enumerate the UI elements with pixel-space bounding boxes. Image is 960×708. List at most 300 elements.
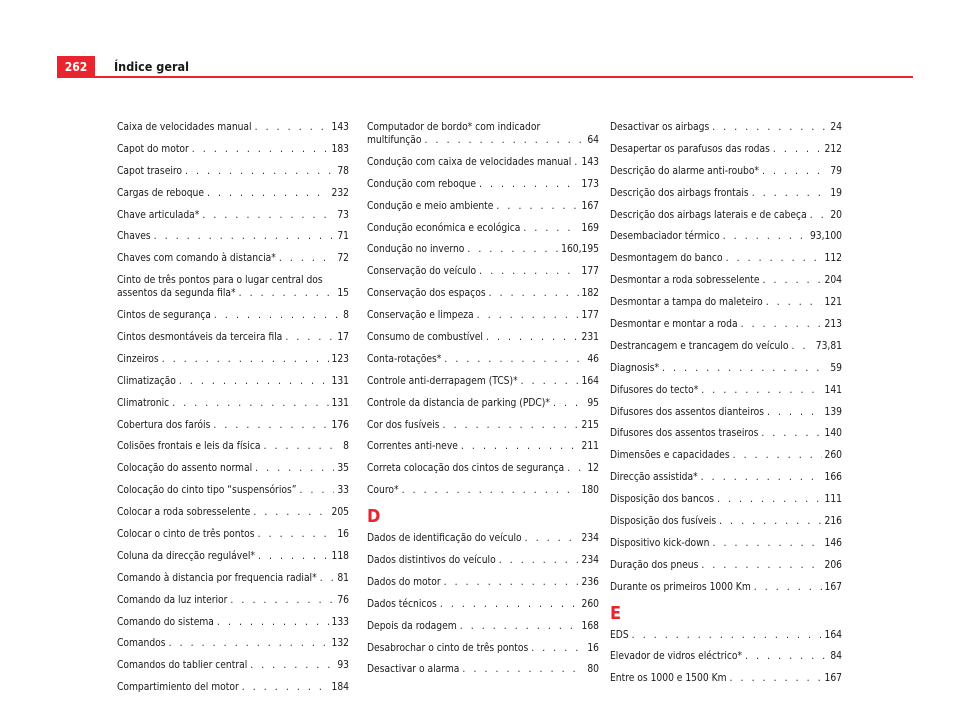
index-entry-page: 16 <box>337 529 349 541</box>
index-entry-text: Difusores dos assentos dianteiros <box>610 406 764 418</box>
index-entry-page: 8 <box>343 310 349 322</box>
leader-dots <box>701 471 822 484</box>
page-number: 262 <box>57 56 95 78</box>
leader-dots <box>531 642 584 655</box>
index-entry-page: 118 <box>331 550 349 562</box>
leader-dots <box>461 440 579 453</box>
index-entry-text: Condução com reboque <box>367 178 476 190</box>
section-letter-d: D <box>367 506 381 528</box>
index-entry <box>117 440 349 453</box>
index-entry-line2 <box>367 134 599 147</box>
index-entry-page: 121 <box>824 297 842 309</box>
index-entry-page: 93,100 <box>809 231 842 243</box>
index-entry-text: Colisões frontais e leis da física <box>117 441 261 453</box>
index-entry-text: Colocar o cinto de três pontos <box>117 529 255 541</box>
index-entry <box>117 659 349 672</box>
index-entry-text: Conservação dos espaços <box>367 288 486 300</box>
index-entry-text: Desmontar a roda sobresselente <box>610 275 760 287</box>
index-entry-text: Disposição dos fusíveis <box>610 516 717 528</box>
index-entry-text: Descrição dos airbags frontais <box>610 187 749 199</box>
leader-dots <box>169 637 329 650</box>
index-entry <box>610 672 842 685</box>
leader-dots <box>255 121 329 134</box>
index-entry <box>610 537 842 550</box>
leader-dots <box>496 200 578 213</box>
index-entry <box>367 200 599 213</box>
index-entry <box>367 598 599 611</box>
leader-dots <box>264 440 341 453</box>
index-entry-page: 182 <box>581 288 599 300</box>
index-entry-text: Correntes anti-neve <box>367 441 458 453</box>
leader-dots <box>745 650 827 663</box>
index-entry-page: 213 <box>824 319 842 331</box>
index-entry <box>367 576 599 589</box>
index-entry <box>117 230 349 243</box>
index-entry-text: assentos da segunda fila* <box>117 288 236 300</box>
index-entry <box>367 375 599 388</box>
leader-dots <box>443 419 579 432</box>
index-entry-text: Cintos de segurança <box>117 310 211 322</box>
index-entry-text: Caixa de velocidades manual <box>117 122 252 133</box>
leader-dots <box>444 576 579 589</box>
leader-dots <box>717 493 821 506</box>
index-entry-text: Disposição dos bancos <box>610 494 715 506</box>
index-entry-text: Consumo de combustível <box>367 332 483 344</box>
index-entry-text: Depois da rodagem <box>367 620 457 632</box>
leader-dots <box>733 449 822 462</box>
index-entry-text: Controle anti-derrapagem (TCS)* <box>367 375 518 387</box>
index-entry-text: Chave articulada* <box>117 209 200 221</box>
index-entry-text: Difusores dos assentos traseiros <box>610 428 759 440</box>
index-entry-page: 17 <box>337 332 349 344</box>
leader-dots <box>810 209 828 222</box>
index-entry-page: 111 <box>824 494 842 506</box>
index-entry <box>117 143 349 156</box>
index-entry <box>610 449 842 462</box>
index-entry-text: Descrição do alarme anti-roubo* <box>610 165 760 177</box>
index-entry <box>117 252 349 265</box>
index-entry-page: 234 <box>581 533 599 545</box>
index-entry-page: 139 <box>824 406 842 418</box>
index-entry <box>367 309 599 322</box>
index-entry <box>610 318 842 331</box>
index-entry <box>610 384 842 397</box>
index-entry-page: 143 <box>331 122 349 133</box>
leader-dots <box>773 143 822 156</box>
index-entry-text: Cintos desmontáveis da terceira fila <box>117 332 283 344</box>
index-entry-text: Colocação do cinto tipo “suspensórios” <box>117 485 297 497</box>
index-entry <box>367 265 599 278</box>
index-entry <box>117 616 349 629</box>
index-entry-page: 112 <box>824 253 842 265</box>
leader-dots <box>523 222 578 235</box>
leader-dots <box>239 287 335 300</box>
leader-dots <box>761 427 821 440</box>
index-entry-page: 133 <box>331 616 349 628</box>
leader-dots <box>462 663 584 676</box>
index-entry-page: 73,81 <box>815 340 842 352</box>
index-entry <box>117 309 349 322</box>
index-entry-page: 140 <box>824 428 842 440</box>
leader-dots <box>258 550 329 563</box>
index-entry <box>117 165 349 178</box>
leader-dots <box>179 375 329 388</box>
leader-dots <box>172 397 328 410</box>
index-entry-text: Compartimiento del motor <box>117 682 239 694</box>
index-entry-page: 80 <box>587 664 599 676</box>
index-entry <box>117 572 349 585</box>
index-entry-page: 216 <box>824 516 842 528</box>
index-entry <box>610 581 842 594</box>
leader-dots <box>444 353 584 366</box>
page-title: Índice geral <box>114 59 189 74</box>
leader-dots <box>440 598 579 611</box>
index-entry <box>117 331 349 344</box>
index-entry-text: Cobertura dos faróis <box>117 419 211 431</box>
index-entry-text: EDS <box>610 629 629 641</box>
index-entry-text: Elevador de vidros eléctrico* <box>610 651 743 663</box>
leader-dots <box>479 178 579 191</box>
leader-dots <box>202 209 334 222</box>
index-entry <box>117 528 349 541</box>
index-entry-page: 177 <box>581 310 599 322</box>
index-entry-text: Desactivar os airbags <box>610 122 710 133</box>
index-entry-text: Chaves com comando à distancia* <box>117 253 276 265</box>
index-entry <box>610 274 842 287</box>
index-entry <box>367 121 599 147</box>
index-entry-page: 19 <box>830 187 842 199</box>
index-entry <box>367 620 599 633</box>
index-entry <box>367 440 599 453</box>
index-entry <box>117 187 349 200</box>
index-entry-page: 206 <box>824 559 842 571</box>
index-entry-page: 64 <box>587 135 599 146</box>
index-entry-text: Conta-rotações* <box>367 353 442 365</box>
index-entry <box>610 209 842 222</box>
index-entry-page: 141 <box>824 384 842 396</box>
leader-dots <box>567 462 584 475</box>
index-entry-page: 234 <box>581 555 599 567</box>
index-entry-page: 95 <box>587 397 599 409</box>
index-entry-text: Comandos <box>117 638 166 650</box>
index-entry <box>117 484 349 497</box>
index-entry-text: Condução com caixa de velocidades manual <box>367 156 572 168</box>
leader-dots <box>719 515 821 528</box>
index-entry-page: 184 <box>331 682 349 694</box>
index-entry <box>610 296 842 309</box>
index-entry-text: Capot do motor <box>117 143 189 155</box>
index-entry-page: 24 <box>830 122 842 133</box>
index-entry-text: Desembaciador térmico <box>610 231 720 243</box>
index-entry <box>367 484 599 497</box>
index-entry-page: 59 <box>830 362 842 374</box>
leader-dots <box>553 397 584 410</box>
index-entry-text: Desapertar os parafusos das rodas <box>610 143 770 155</box>
leader-dots <box>489 287 579 300</box>
index-entry-page: 46 <box>587 353 599 365</box>
leader-dots <box>217 616 329 629</box>
index-entry <box>367 178 599 191</box>
index-entry-page: 167 <box>824 581 842 593</box>
index-entry-page: 236 <box>581 576 599 588</box>
leader-dots <box>255 462 334 475</box>
index-entry-page: 173 <box>581 178 599 190</box>
index-entry-text: Dados distintivos do veículo <box>367 555 496 567</box>
index-entry-page: 164 <box>824 629 842 641</box>
leader-dots <box>754 581 822 594</box>
leader-dots <box>632 629 822 642</box>
leader-dots <box>723 230 807 243</box>
leader-dots <box>767 406 822 419</box>
index-entry <box>610 121 842 134</box>
index-entry <box>117 419 349 432</box>
index-entry-text: Climatização <box>117 375 176 387</box>
index-entry <box>117 594 349 607</box>
index-entry-text: Cor dos fusíveis <box>367 419 440 431</box>
leader-dots <box>525 532 579 545</box>
index-column-2 <box>367 121 599 685</box>
leader-dots <box>712 537 821 550</box>
index-entry-page: 132 <box>331 638 349 650</box>
index-entry-text: Duração dos pneus <box>610 559 699 571</box>
index-entry-text: Controle da distancia de parking (PDC)* <box>367 397 550 409</box>
page-header <box>57 56 913 78</box>
index-entry-text: Descrição dos airbags laterais e de cabeça <box>610 209 807 221</box>
leader-dots <box>486 331 579 344</box>
leader-dots <box>279 252 334 265</box>
index-entry <box>117 637 349 650</box>
index-entry-page: 33 <box>337 485 349 497</box>
index-entry-text: Dados de identificação do veículo <box>367 533 522 545</box>
leader-dots <box>726 252 822 265</box>
index-entry-text: Dados técnicos <box>367 598 437 610</box>
index-entry-page: 180 <box>581 485 599 497</box>
index-entry-page: 205 <box>331 507 349 519</box>
index-entry-page: 8 <box>343 441 349 453</box>
index-entry-text: Dispositivo kick-down <box>610 537 710 549</box>
index-entry-text: Coluna da direcção regulável* <box>117 550 255 562</box>
index-entry-text: Climatronic <box>117 397 170 409</box>
index-entry <box>117 550 349 563</box>
leader-dots <box>763 274 822 287</box>
index-entry-text: Entre os 1000 e 1500 Km <box>610 673 727 685</box>
index-entry <box>117 353 349 366</box>
index-entry-text: Diagnosis* <box>610 362 660 374</box>
index-entry-text: Colocação do assento normal <box>117 463 253 475</box>
index-entry-text-line1: Cinto de três pontos para o lugar central dos <box>117 275 323 287</box>
index-entry-page: 160,195 <box>561 244 599 256</box>
index-entry <box>610 427 842 440</box>
index-entry <box>610 143 842 156</box>
index-entry <box>367 353 599 366</box>
leader-dots <box>791 340 812 353</box>
leader-dots <box>712 121 827 134</box>
index-entry-page: 177 <box>581 266 599 278</box>
index-entry-text: Conservação do veículo <box>367 266 477 278</box>
index-entry-page: 146 <box>824 537 842 549</box>
index-entry-text: Dimensões e capacidades <box>610 450 730 462</box>
index-entry <box>367 419 599 432</box>
index-entry-page: 20 <box>830 209 842 221</box>
index-entry-page: 232 <box>331 187 349 199</box>
leader-dots <box>499 554 579 567</box>
index-entry <box>610 471 842 484</box>
leader-dots <box>701 384 821 397</box>
index-entry-page: 76 <box>337 594 349 606</box>
index-entry <box>610 165 842 178</box>
index-column-1 <box>117 121 349 703</box>
leader-dots <box>574 156 578 169</box>
index-entry-page: 93 <box>337 660 349 672</box>
index-entry <box>610 493 842 506</box>
index-entry-page: 123 <box>331 353 349 365</box>
leader-dots <box>477 309 579 322</box>
leader-dots <box>250 659 334 672</box>
index-entry-page: 164 <box>581 375 599 387</box>
index-entry-text: Desmontar e montar a roda <box>610 319 738 331</box>
index-entry <box>117 681 349 694</box>
index-entry-text: Destrancagem e trancagem do veículo <box>610 340 789 352</box>
leader-dots <box>253 506 328 519</box>
index-entry <box>117 506 349 519</box>
index-entry-line2 <box>117 287 349 300</box>
index-entry-text: multifunção <box>367 135 422 146</box>
leader-dots <box>242 681 329 694</box>
leader-dots <box>730 672 822 685</box>
leader-dots <box>300 484 335 497</box>
index-entry-page: 12 <box>587 463 599 475</box>
index-entry <box>367 663 599 676</box>
index-entry-page: 16 <box>587 642 599 654</box>
index-entry <box>117 397 349 410</box>
leader-dots <box>479 265 578 278</box>
index-entry <box>610 406 842 419</box>
leader-dots <box>521 375 579 388</box>
leader-dots <box>185 165 334 178</box>
index-entry-text: Chaves <box>117 231 151 243</box>
leader-dots <box>154 230 335 243</box>
index-entry-page: 81 <box>337 572 349 584</box>
leader-dots <box>662 362 827 375</box>
index-entry <box>367 532 599 545</box>
index-entry-text: Difusores do tecto* <box>610 384 699 396</box>
index-entry-page: 183 <box>331 143 349 155</box>
index-entry-text: Correta colocação dos cintos de segurança <box>367 463 565 475</box>
index-entry-page: 215 <box>581 419 599 431</box>
section-letter-e: E <box>610 602 622 624</box>
leader-dots <box>285 331 334 344</box>
index-entry-page: 176 <box>331 419 349 431</box>
index-entry <box>367 331 599 344</box>
index-entry-page: 84 <box>830 651 842 663</box>
index-entry-text: Desmontar a tampa do maleteiro <box>610 297 763 309</box>
index-entry-text: Comandos do tablier central <box>117 660 248 672</box>
leader-dots <box>320 572 335 585</box>
leader-dots <box>207 187 329 200</box>
index-entry <box>610 559 842 572</box>
index-entry-text: Cinzeiros <box>117 353 159 365</box>
index-entry <box>117 375 349 388</box>
index-entry-page: 167 <box>824 673 842 685</box>
index-entry-page: 73 <box>337 209 349 221</box>
index-entry <box>117 209 349 222</box>
index-entry-page: 72 <box>337 253 349 265</box>
index-entry-page: 79 <box>830 165 842 177</box>
index-entry <box>367 642 599 655</box>
index-entry <box>367 222 599 235</box>
index-entry <box>367 243 599 256</box>
index-entry-page: 78 <box>337 165 349 177</box>
index-entry-text: Durante os primeiros 1000 Km <box>610 581 751 593</box>
index-entry-page: 131 <box>331 375 349 387</box>
index-entry <box>367 287 599 300</box>
index-entry <box>610 515 842 528</box>
index-entry <box>367 397 599 410</box>
index-entry-text: Cargas de reboque <box>117 187 204 199</box>
index-entry-text: Condução económica e ecológica <box>367 222 521 234</box>
leader-dots <box>762 165 827 178</box>
leader-dots <box>752 187 828 200</box>
leader-dots <box>192 143 329 156</box>
index-entry <box>610 650 842 663</box>
index-entry <box>610 629 842 642</box>
index-entry <box>117 121 349 134</box>
leader-dots <box>425 134 585 147</box>
index-entry <box>610 362 842 375</box>
index-entry <box>367 156 599 169</box>
index-entry-text-line1: Computador de bordo* com indicador <box>367 122 541 133</box>
index-entry-page: 131 <box>331 397 349 409</box>
leader-dots <box>162 353 329 366</box>
index-entry-page: 211 <box>581 441 599 453</box>
index-entry-text: Comando do sistema <box>117 616 214 628</box>
index-entry-text: Desmontagem do banco <box>610 253 723 265</box>
leader-dots <box>402 484 579 497</box>
leader-dots <box>214 309 340 322</box>
index-entry <box>610 340 842 353</box>
leader-dots <box>258 528 335 541</box>
index-entry-page: 143 <box>581 156 599 168</box>
leader-dots <box>467 243 558 256</box>
index-entry-text: Desactivar o alarma <box>367 664 460 676</box>
index-entry <box>367 462 599 475</box>
index-entry-page: 15 <box>337 288 349 300</box>
index-entry-page: 212 <box>824 143 842 155</box>
index-entry <box>610 187 842 200</box>
index-entry-text: Condução e meio ambiente <box>367 200 494 212</box>
index-entry-page: 231 <box>581 332 599 344</box>
index-entry-page: 168 <box>581 620 599 632</box>
index-entry-page: 260 <box>581 598 599 610</box>
index-entry <box>117 462 349 475</box>
index-entry-text: Couro* <box>367 485 399 497</box>
index-entry-page: 204 <box>824 275 842 287</box>
leader-dots <box>766 296 822 309</box>
index-entry-page: 166 <box>824 472 842 484</box>
leader-dots <box>741 318 822 331</box>
index-entry <box>610 230 842 243</box>
header-rule <box>57 76 913 78</box>
index-entry-text: Colocar a roda sobresselente <box>117 507 251 519</box>
index-entry-text: Capot traseiro <box>117 165 183 177</box>
index-entry-page: 260 <box>824 450 842 462</box>
leader-dots <box>460 620 579 633</box>
index-entry-text: Comando à distancia por frequencia radial* <box>117 572 317 584</box>
leader-dots <box>230 594 334 607</box>
index-column-3 <box>610 121 842 694</box>
index-entry <box>117 274 349 300</box>
index-entry-page: 35 <box>337 463 349 475</box>
